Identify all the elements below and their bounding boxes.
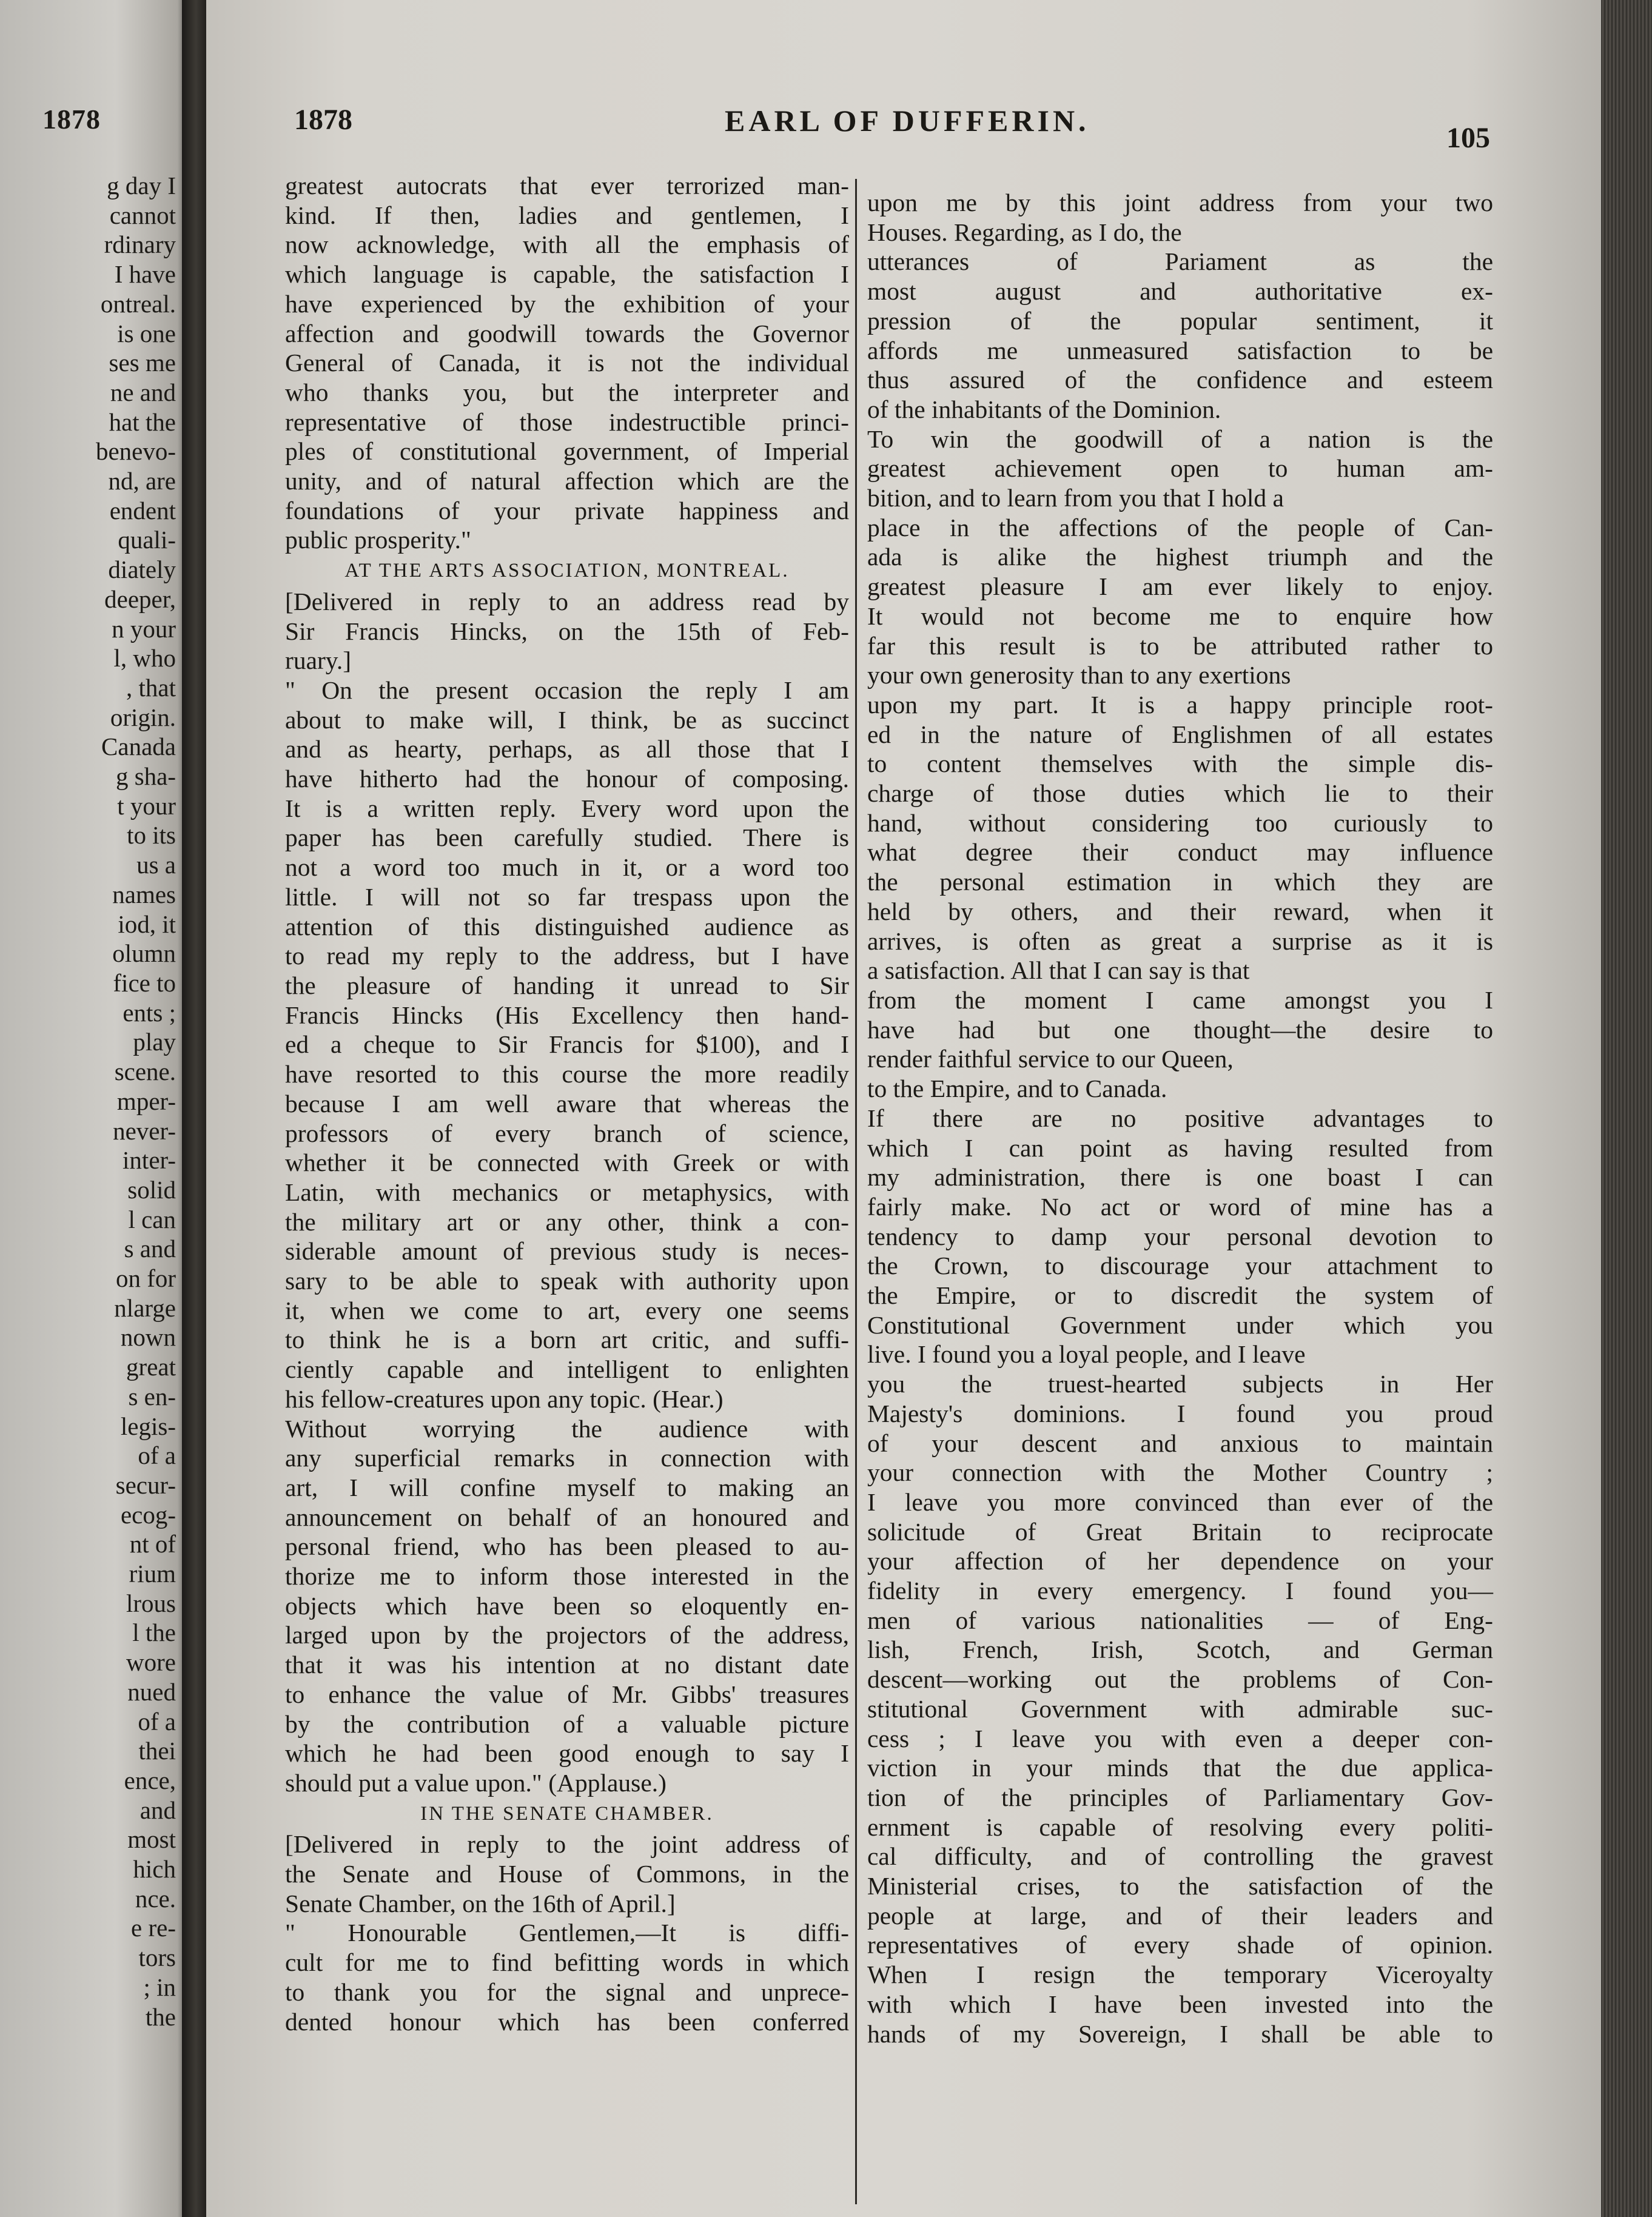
left-page-line: l, who <box>113 644 176 672</box>
text-line: [Delivered in reply to the joint address of <box>285 1830 849 1859</box>
text-line: charge of those duties which lie to their <box>867 779 1493 808</box>
text-line: it, when we come to art, every one seems <box>285 1296 849 1324</box>
text-line: cess ; I leave you with even a deeper con- <box>867 1724 1493 1752</box>
text-line: art, I will confine myself to making an <box>285 1473 849 1501</box>
text-line: It would not become me to enquire how <box>867 602 1493 630</box>
text-line: and as hearty, perhaps, as all those that I <box>285 735 849 763</box>
text-line: the Empire, or to discredit the system of <box>867 1281 1493 1310</box>
left-page-line: mper- <box>116 1087 176 1115</box>
left-page-line: nce. <box>135 1884 176 1913</box>
text-line: Ministerial crises, to the satisfaction of the <box>867 1872 1493 1900</box>
left-page-line: quali- <box>118 526 176 554</box>
text-line: upon me by this joint address from your two <box>867 189 1493 216</box>
left-page-line: endent <box>109 496 176 525</box>
left-page-line: nued <box>127 1677 176 1706</box>
left-page-line: thei <box>138 1737 176 1765</box>
left-page-line: to its <box>127 821 176 850</box>
text-line: ruary.] <box>285 646 352 675</box>
text-line: tendency to damp your personal devotion to <box>867 1222 1493 1250</box>
text-line: people at large, and of their leaders and <box>867 1901 1493 1930</box>
left-page-line: ses me <box>109 349 176 377</box>
text-line: ernment is capable of resolving every politi- <box>867 1813 1493 1841</box>
text-line: have resorted to this course the more readily <box>285 1060 849 1088</box>
text-line: fairly make. No act or word of mine has a <box>867 1192 1493 1221</box>
text-line: sary to be able to speak with authority upon <box>285 1267 849 1295</box>
left-page-line: solid <box>127 1175 176 1204</box>
text-line: upon my part. It is a happy principle root- <box>867 690 1493 719</box>
left-page-line: most <box>127 1825 176 1854</box>
column-rule <box>855 179 857 2204</box>
text-line: When I resign the temporary Viceroyalty <box>867 1960 1493 1989</box>
text-line: your connection with the Mother Country ; <box>867 1458 1493 1487</box>
left-page-line: names <box>112 880 176 908</box>
text-line: have had but one thought—the desire to <box>867 1015 1493 1044</box>
left-page-line: nown <box>120 1323 176 1352</box>
text-line: far this result is to be attributed rather to <box>867 631 1493 660</box>
left-page-line: deeper, <box>104 585 176 613</box>
section-heading-arts-association: AT THE ARTS ASSOCIATION, MONTREAL. <box>344 560 790 582</box>
text-line: fidelity in every emergency. I found you— <box>867 1577 1493 1605</box>
text-line: greatest autocrats that ever terrorized man- <box>285 172 849 200</box>
text-line: to thank you for the signal and unprece- <box>285 1977 849 2006</box>
text-line: Majesty's dominions. I found you proud <box>867 1399 1493 1427</box>
left-page-line: nt of <box>129 1530 176 1558</box>
text-line: lish, French, Irish, Scotch, and German <box>867 1635 1493 1664</box>
text-line: ciently capable and intelligent to enlighten <box>285 1355 849 1384</box>
text-line: " Honourable Gentlemen,—It is diffi- <box>285 1919 849 1947</box>
left-page-text-fragments <box>96 171 176 2031</box>
text-line: what degree their conduct may influence <box>867 838 1493 867</box>
left-page-line: benevo- <box>95 437 176 466</box>
left-page-line: wore <box>126 1648 176 1677</box>
left-page-line: lrous <box>126 1589 176 1617</box>
text-line: objects which have been so eloquently en- <box>285 1591 849 1620</box>
left-page-line: rium <box>129 1560 176 1588</box>
text-line: little. I will not so far trespass upon the <box>285 882 849 911</box>
text-line: ed in the nature of Englishmen of all estates <box>867 720 1493 748</box>
text-line: your own generosity than to any exertions <box>867 661 1291 689</box>
left-page-line: , that <box>126 673 176 702</box>
left-page-line: of a <box>138 1441 176 1470</box>
text-line: cal difficulty, and of controlling the gravest <box>867 1842 1493 1871</box>
delivery-note-arts-association <box>285 587 849 676</box>
text-line: of the inhabitants of the Dominion. <box>867 395 1221 423</box>
speech-arts-association <box>285 676 849 1798</box>
text-line: ada is alike the highest triumph and the <box>867 543 1493 571</box>
text-line: should put a value upon." (Applause.) <box>285 1768 667 1797</box>
left-page-line: s en- <box>128 1382 176 1410</box>
text-line: Houses. Regarding, as I do, the <box>867 218 1182 246</box>
text-line: dented honour which has been conferred <box>285 2007 849 2036</box>
left-page-line: great <box>126 1353 176 1381</box>
left-page-line: legis- <box>120 1412 176 1440</box>
text-line: you the truest-hearted subjects in Her <box>867 1370 1493 1398</box>
text-column-left <box>285 171 849 2036</box>
left-page-year: 1878 <box>42 104 101 135</box>
text-line: ples of constitutional government, of Imperial <box>285 437 849 466</box>
text-line: your affection of her dependence on your <box>867 1547 1493 1575</box>
text-line: the personal estimation in which they are <box>867 868 1493 896</box>
text-line: affection and goodwill towards the Governor <box>285 319 849 347</box>
text-line: Senate Chamber, on the 16th of April.] <box>285 1889 676 1917</box>
running-head-title: EARL OF DUFFERIN. <box>725 104 1090 138</box>
left-page-line: n your <box>112 614 176 643</box>
text-line: to the Empire, and to Canada. <box>867 1075 1167 1103</box>
text-line: announcement on behalf of an honoured and <box>285 1503 849 1531</box>
left-page-line: is one <box>117 319 176 347</box>
left-page-line: l the <box>132 1618 176 1647</box>
left-page-line: and <box>139 1796 176 1824</box>
text-line: about to make will, I think, be as succinct <box>285 705 849 734</box>
text-line: public prosperity." <box>285 526 471 554</box>
page-edges <box>1601 0 1652 2217</box>
text-line: live. I found you a loyal people, and I leave <box>867 1340 1306 1369</box>
text-line: from the moment I came amongst you I <box>867 985 1493 1014</box>
text-line: affords me unmeasured satisfaction to be <box>867 336 1493 364</box>
text-line: ed a cheque to Sir Francis for $100), and I <box>285 1030 849 1059</box>
text-line: the Crown, to discourage your attachment to <box>867 1252 1493 1280</box>
running-head-year: 1878 <box>294 104 352 136</box>
text-line: whether it be connected with Greek or with <box>285 1149 849 1177</box>
text-line: personal friend, who has been pleased to au- <box>285 1532 849 1561</box>
left-page-line: us a <box>136 851 176 879</box>
left-page-line: origin. <box>110 703 176 731</box>
text-line: to enhance the value of Mr. Gibbs' treasures <box>285 1680 849 1708</box>
text-line: representatives of every shade of opinion. <box>867 1931 1493 1959</box>
text-line: pression of the popular sentiment, it <box>867 306 1493 335</box>
text-line: [Delivered in reply to an address read by <box>285 587 849 615</box>
text-line: tion of the principles of Parliamentary Gov- <box>867 1783 1493 1811</box>
left-page-line: secur- <box>115 1471 176 1499</box>
left-page-line: nd, are <box>108 467 176 495</box>
text-line: It is a written reply. Every word upon the <box>285 794 849 822</box>
text-line: siderable amount of previous study is neces- <box>285 1237 849 1266</box>
text-line: with which I have been invested into the <box>867 1990 1493 2018</box>
text-line: utterances of Pariament as the <box>867 247 1493 276</box>
text-line: thorize me to inform those interested in the <box>285 1562 849 1591</box>
text-line: most august and authoritative ex- <box>867 277 1493 306</box>
text-line: Francis Hincks (His Excellency then hand- <box>285 1001 849 1029</box>
left-page-line: ecog- <box>120 1500 176 1529</box>
page-number: 105 <box>1446 122 1490 154</box>
text-line: that it was his intention at no distant date <box>285 1651 849 1679</box>
text-line: which I can point as having resulted from <box>867 1133 1493 1162</box>
left-page-fragment <box>0 0 182 2217</box>
text-line: paper has been carefully studied. There is <box>285 823 849 852</box>
text-line: To win the goodwill of a nation is the <box>867 424 1493 453</box>
left-page-line: tors <box>138 1944 176 1972</box>
left-page-line: t your <box>117 791 176 820</box>
text-line: kind. If then, ladies and gentlemen, I <box>285 201 849 229</box>
text-line: stitutional Government with admirable suc- <box>867 1694 1493 1723</box>
left-page-line: g day I <box>107 172 176 200</box>
left-page-line: ents ; <box>123 998 176 1027</box>
left-page-line: ne and <box>110 378 176 406</box>
left-page-line: hich <box>133 1855 176 1883</box>
text-line: greatest achievement open to human am- <box>867 454 1493 483</box>
text-line: have hitherto had the honour of composing. <box>285 765 849 793</box>
text-line: a satisfaction. All that I can say is that <box>867 956 1250 985</box>
text-line: the military art or any other, think a con- <box>285 1207 849 1236</box>
text-line: my administration, there is one boast I can <box>867 1163 1493 1192</box>
text-line: hands of my Sovereign, I shall be able to <box>867 2019 1493 2048</box>
left-page-line: iod, it <box>118 910 176 938</box>
text-line: " On the present occasion the reply I am <box>285 676 849 704</box>
left-page-line: scene. <box>114 1058 176 1086</box>
left-page-line: of a <box>138 1707 176 1736</box>
left-page-line: on for <box>115 1264 176 1293</box>
left-page-line: play <box>133 1028 176 1056</box>
text-line: which he had been good enough to say I <box>285 1739 849 1768</box>
text-line: thus assured of the confidence and esteem <box>867 366 1493 394</box>
left-page-line: s and <box>124 1235 176 1263</box>
text-line: solicitude of Great Britain to reciprocate <box>867 1517 1493 1546</box>
left-page-line: nlarge <box>114 1293 176 1322</box>
text-line: because I am well aware that whereas the <box>285 1089 849 1118</box>
text-line: to content themselves with the simple dis- <box>867 750 1493 778</box>
text-line: viction in your minds that the due applica- <box>867 1754 1493 1782</box>
left-page-line: e re- <box>131 1914 176 1942</box>
text-line: Sir Francis Hincks, on the 15th of Feb- <box>285 617 849 645</box>
text-line: I leave you more convinced than ever of the <box>867 1488 1493 1516</box>
speech-senate-chamber-continued <box>867 188 1493 2048</box>
section-heading-senate-chamber: IN THE SENATE CHAMBER. <box>420 1802 714 1825</box>
text-line: held by others, and their reward, when it <box>867 897 1493 925</box>
text-line: arrives, is often as great a surprise as it is <box>867 927 1493 955</box>
text-line: Latin, with mechanics or metaphysics, with <box>285 1178 849 1206</box>
text-column-right <box>867 188 1493 2048</box>
left-page-line: fice to <box>113 968 176 997</box>
left-page-line: l can <box>128 1205 176 1233</box>
text-line: to read my reply to the address, but I have <box>285 942 849 970</box>
left-page-line: olumn <box>112 939 176 968</box>
left-page-line: the <box>145 2002 176 2031</box>
text-line: which language is capable, the satisfaction I <box>285 260 849 289</box>
left-page-line: never- <box>113 1116 176 1145</box>
text-line: men of various nationalities — of Eng- <box>867 1606 1493 1634</box>
delivery-note-senate-chamber <box>285 1830 849 1918</box>
text-line: hand, without considering too curiously to <box>867 808 1493 837</box>
left-page-line: ; in <box>143 1973 176 2001</box>
text-line: foundations of your private happiness and <box>285 496 849 525</box>
text-line: the Senate and House of Commons, in the <box>285 1860 849 1888</box>
text-line: the pleasure of handing it unread to Sir <box>285 971 849 999</box>
text-line: representative of those indestructible princi- <box>285 408 849 436</box>
text-line: bition, and to learn from you that I hold a <box>867 484 1284 512</box>
left-page-line: hat the <box>109 408 176 436</box>
text-line: attention of this distinguished audience as <box>285 912 849 941</box>
left-page-line: ontreal. <box>100 289 176 318</box>
text-line: larged upon by the projectors of the address, <box>285 1621 849 1649</box>
text-line: render faithful service to our Queen, <box>867 1045 1234 1073</box>
text-line: any superficial remarks in connection with <box>285 1444 849 1472</box>
left-page-line: Canada <box>101 733 176 761</box>
text-line: by the contribution of a valuable picture <box>285 1709 849 1738</box>
text-line: cult for me to find befitting words in which <box>285 1948 849 1977</box>
text-line: professors of every branch of science, <box>285 1119 849 1147</box>
left-page-line: rdinary <box>104 230 176 259</box>
text-line: who thanks you, but the interpreter and <box>285 378 849 406</box>
text-line: Without worrying the audience with <box>285 1414 849 1443</box>
text-line: now acknowledge, with all the emphasis of <box>285 230 849 259</box>
text-line: place in the affections of the people of Can- <box>867 513 1493 542</box>
speech-senate-chamber-start <box>285 1918 849 2036</box>
text-line: General of Canada, it is not the individual <box>285 349 849 377</box>
text-line: his fellow-creatures upon any topic. (Hear.) <box>285 1384 724 1413</box>
left-page-line: inter- <box>123 1146 176 1175</box>
text-line: of your descent and anxious to maintain <box>867 1429 1493 1457</box>
text-line: not a word too much in it, or a word too <box>285 853 849 882</box>
left-page-line: I have <box>114 260 176 289</box>
left-page-line: diately <box>108 555 176 584</box>
paragraph-closing-address <box>285 171 849 555</box>
text-line: to think he is a born art critic, and suffi- <box>285 1326 849 1354</box>
left-page-line: g sha- <box>115 762 176 791</box>
text-line: greatest pleasure I am ever likely to enjoy. <box>867 572 1493 601</box>
text-line: unity, and of natural affection which are the <box>285 467 849 495</box>
left-page-line: ence, <box>124 1766 176 1794</box>
left-page-line: cannot <box>109 201 176 229</box>
text-line: Constitutional Government under which you <box>867 1310 1493 1339</box>
text-line: have experienced by the exhibition of your <box>285 289 849 318</box>
text-line: If there are no positive advantages to <box>867 1104 1493 1132</box>
text-line: descent—working out the problems of Con- <box>867 1665 1493 1694</box>
